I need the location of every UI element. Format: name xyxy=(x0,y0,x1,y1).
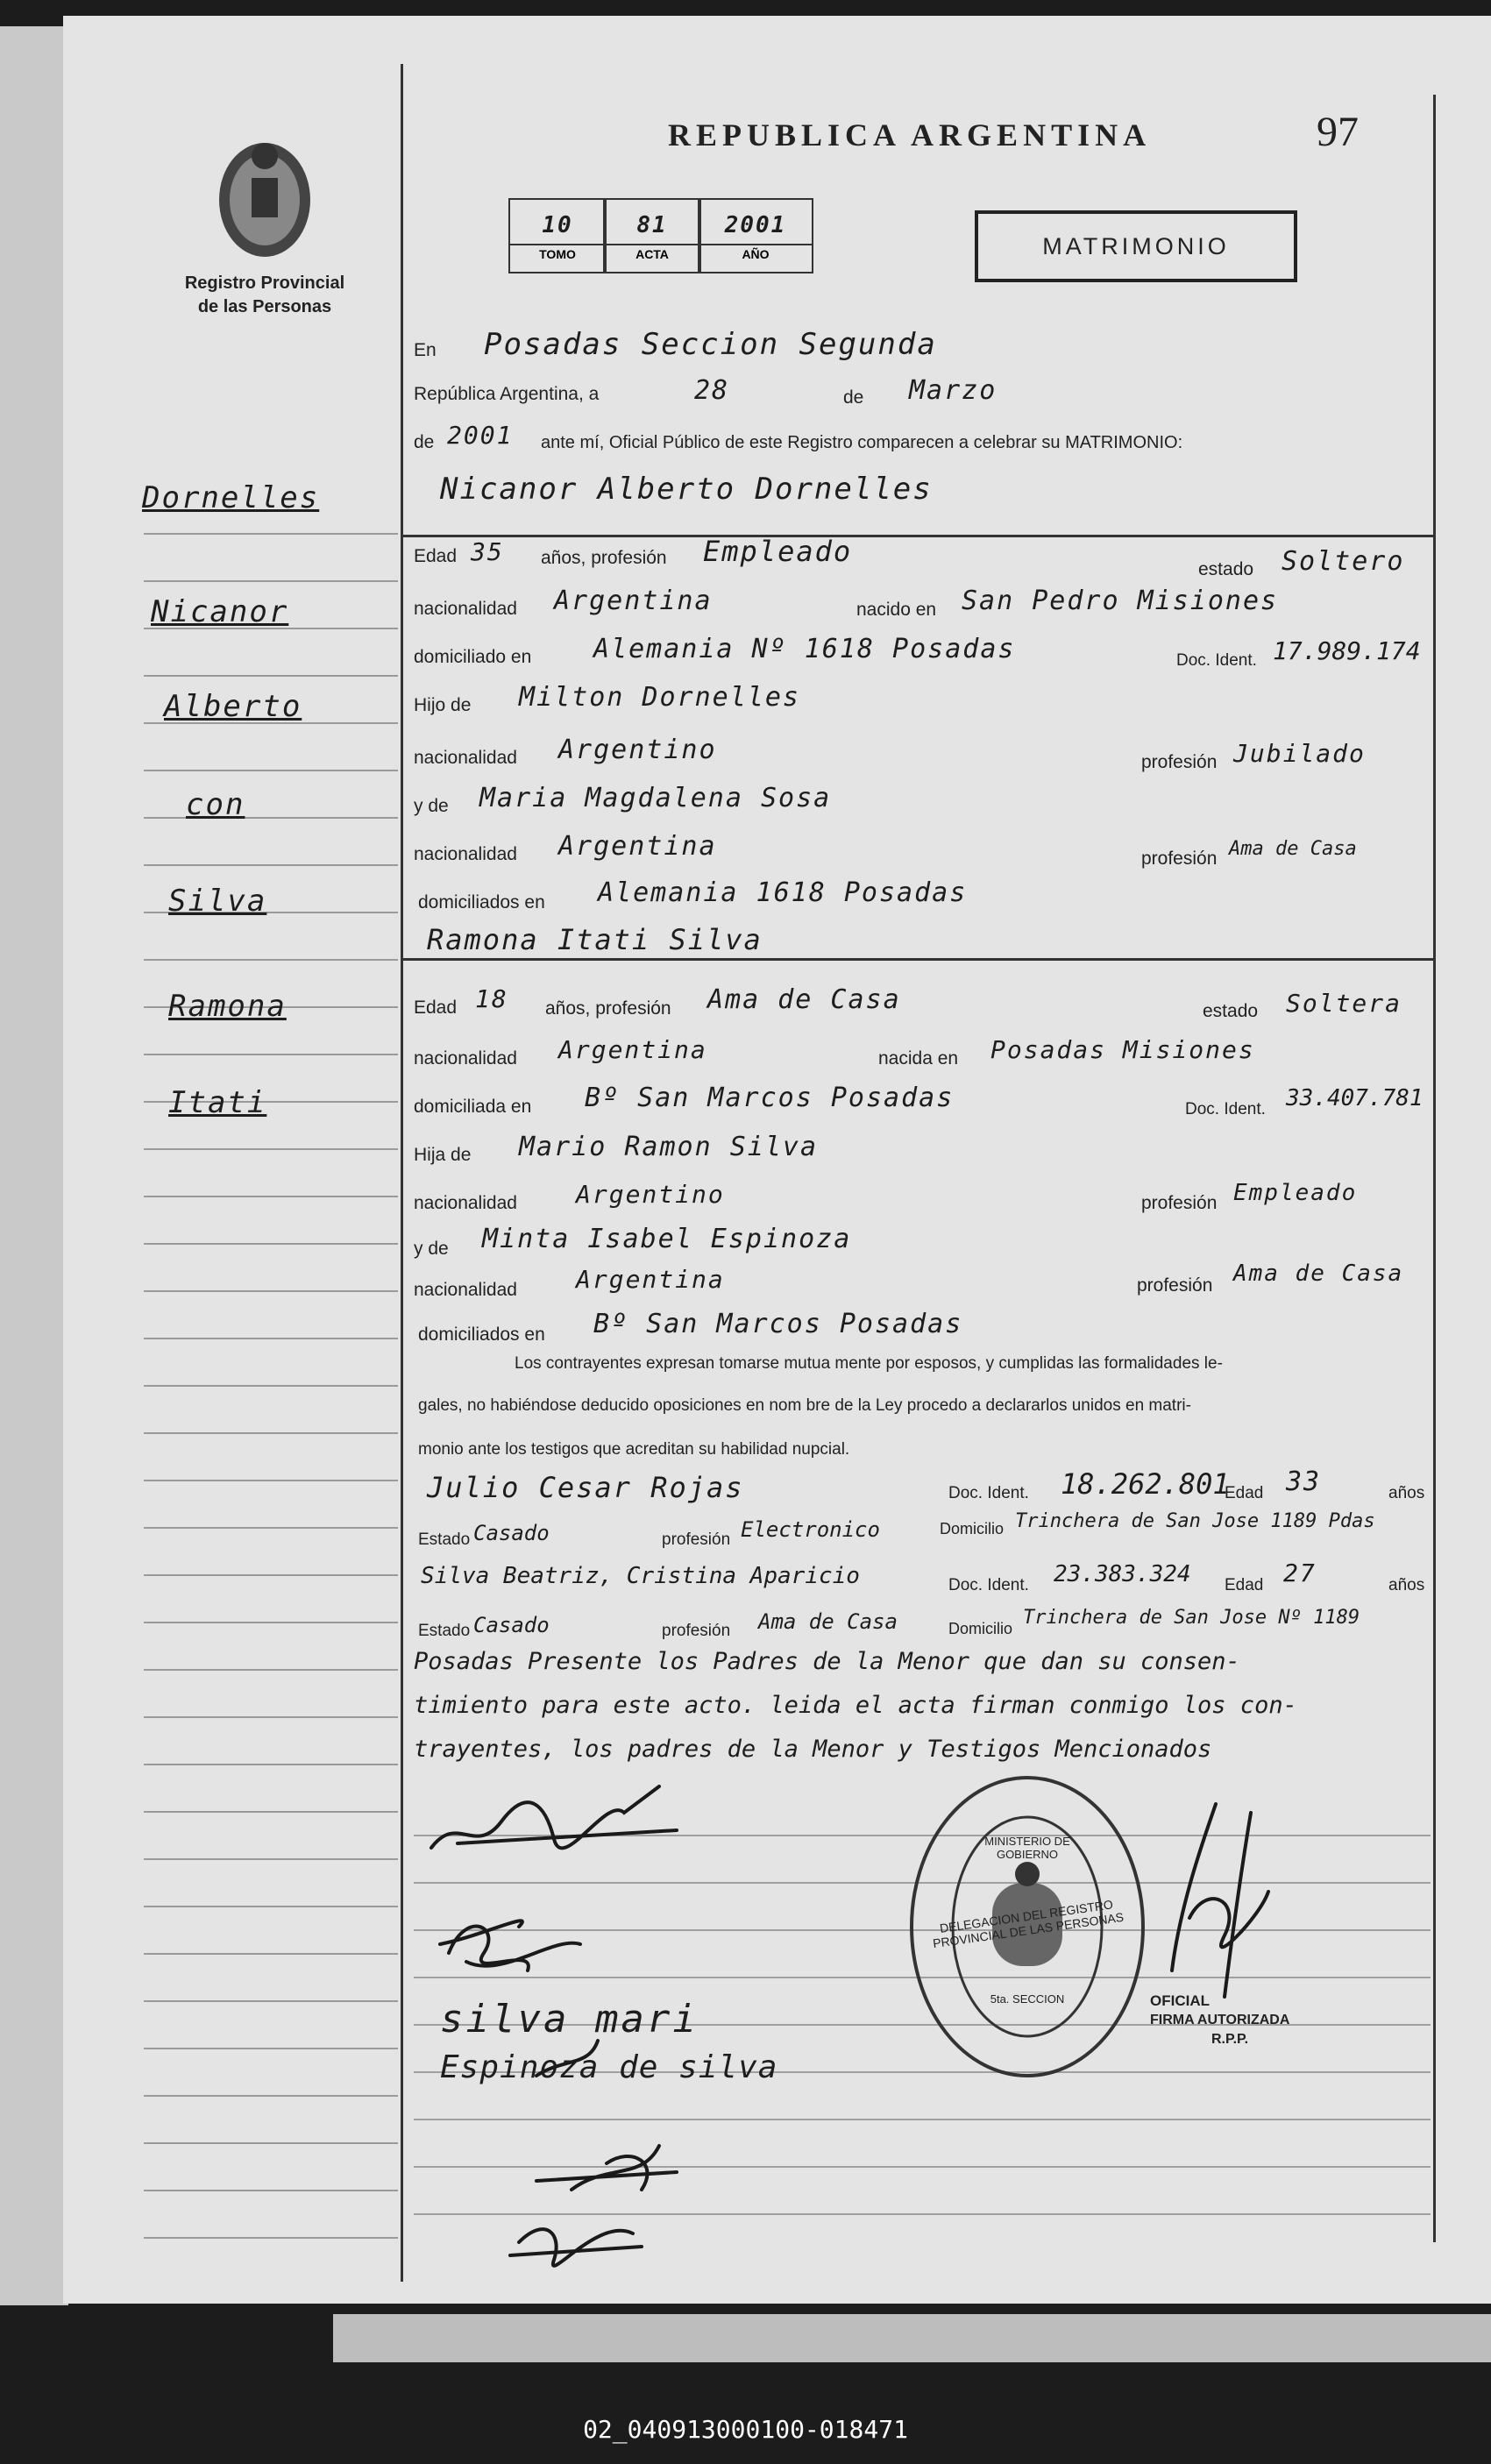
certificate-page xyxy=(63,16,1491,2304)
margin-rule xyxy=(144,2048,398,2049)
en-label: En xyxy=(414,340,437,360)
ano-value: 2001 xyxy=(724,212,787,238)
coat-of-arms-icon xyxy=(212,134,317,266)
margin-rule xyxy=(144,1338,398,1339)
groom-nac-label: nacionalidad xyxy=(414,599,517,619)
official-stamp-1: OFICIAL xyxy=(1150,1992,1210,2009)
margin-rule xyxy=(144,1764,398,1765)
bride-mother-nac: Argentina xyxy=(576,1265,725,1294)
margin-rule xyxy=(144,1669,398,1671)
de-label: de xyxy=(843,387,864,408)
witness2-name: Silva Beatriz, Cristina Aparicio xyxy=(421,1563,860,1589)
republica-label: República Argentina, a xyxy=(414,384,600,404)
groom-profession: Empleado xyxy=(703,535,853,568)
right-border xyxy=(1433,95,1436,2242)
margin-rule xyxy=(144,1054,398,1055)
margin-rule xyxy=(144,1622,398,1623)
groom-nationality: Argentina xyxy=(554,586,713,616)
margin-rule xyxy=(144,533,398,535)
bride-father: Mario Ramon Silva xyxy=(519,1132,819,1162)
witness1-doc: 18.262.801 xyxy=(1061,1467,1230,1501)
page-number: 97 xyxy=(1317,109,1359,155)
note-line-3: trayentes, los padres de la Menor y Testigos Mencionados xyxy=(414,1736,1212,1763)
official-stamp-3: R.P.P. xyxy=(1211,2032,1249,2047)
groom-doc: 17.989.174 xyxy=(1273,636,1421,665)
margin-rule xyxy=(144,2095,398,2097)
witness1-age: 33 xyxy=(1286,1466,1322,1497)
tomo-label: TOMO xyxy=(510,244,605,261)
witness1-doc-label: Doc. Ident. xyxy=(948,1484,1029,1502)
margin-rule xyxy=(144,1432,398,1434)
witness2-address: Trinchera de San Jose Nº 1189 xyxy=(1023,1607,1360,1629)
book-edge xyxy=(333,2314,1491,2362)
margin-rule xyxy=(144,1716,398,1718)
groom-father-nac-label: nacionalidad xyxy=(414,748,517,768)
bride-edad-label: Edad xyxy=(414,998,458,1018)
ano-box xyxy=(698,198,813,273)
groom-parents-address: Alemania 1618 Posadas xyxy=(598,877,968,908)
groom-hijo-label: Hijo de xyxy=(414,695,472,715)
margin-rule xyxy=(144,1858,398,1860)
margin-rule xyxy=(144,1953,398,1955)
country-title: REPUBLICA ARGENTINA xyxy=(668,117,1152,153)
margin-name: con xyxy=(186,787,245,822)
witness2-dom-label: Domicilio xyxy=(948,1620,1013,1637)
witness2-anos-label: años xyxy=(1388,1576,1425,1594)
margin-name: Silva xyxy=(168,884,267,919)
tomo-value: 10 xyxy=(542,212,573,238)
groom-yde-label: y de xyxy=(414,796,449,816)
groom-mother: Maria Magdalena Sosa xyxy=(479,783,832,813)
groom-father-nac: Argentino xyxy=(558,735,717,765)
groom-address: Alemania Nº 1618 Posadas xyxy=(593,634,1016,664)
witness1-prof-label: profesión xyxy=(662,1530,731,1549)
bride-section-divider xyxy=(403,958,1433,961)
groom-edad-label: Edad xyxy=(414,546,458,566)
groom-doc-label: Doc. Ident. xyxy=(1176,651,1257,670)
bride-hija-label: Hija de xyxy=(414,1145,472,1165)
witness2-doc-label: Doc. Ident. xyxy=(948,1576,1029,1594)
seal-inner-text: MINISTERIO DE GOBIERNO xyxy=(984,1835,1070,1861)
groom-age: 35 xyxy=(471,537,504,566)
groom-mother-nac: Argentina xyxy=(558,831,717,862)
bride-nationality: Argentina xyxy=(558,1035,707,1064)
bride-doc: 33.407.781 xyxy=(1286,1085,1424,1111)
bride-profession: Ama de Casa xyxy=(707,984,901,1015)
margin-rule xyxy=(144,959,398,961)
witness1-address: Trinchera de San Jose 1189 Pdas xyxy=(1015,1510,1375,1532)
bride-birthplace: Posadas Misiones xyxy=(990,1035,1255,1064)
groom-estado: Soltero xyxy=(1282,546,1405,577)
margin-rule xyxy=(144,864,398,866)
signature-text-2: Espinoza de silva xyxy=(440,2049,778,2085)
margin-rule xyxy=(144,2142,398,2144)
margin-rule xyxy=(144,770,398,771)
bride-father-nac: Argentino xyxy=(576,1180,725,1209)
margin-rule xyxy=(144,1385,398,1387)
facing-page xyxy=(0,26,68,2305)
official-signature xyxy=(1137,1795,1295,2006)
bride-parents-address: Bº San Marcos Posadas xyxy=(593,1309,963,1339)
doc-type-box: MATRIMONIO xyxy=(975,210,1297,282)
bride-mother-nac-label: nacionalidad xyxy=(414,1280,517,1300)
official-stamp-2: FIRMA AUTORIZADA xyxy=(1150,2013,1290,2027)
groom-mother-nac-label: nacionalidad xyxy=(414,844,517,864)
margin-rule xyxy=(144,2000,398,2002)
margin-rule xyxy=(144,1148,398,1150)
bride-age: 18 xyxy=(475,984,508,1013)
witness2-profession: Ama de Casa xyxy=(758,1609,898,1634)
witness2-doc: 23.383.324 xyxy=(1054,1561,1191,1587)
witness1-name: Julio Cesar Rojas xyxy=(427,1471,744,1504)
bride-prof-label: años, profesión xyxy=(545,998,671,1019)
tomo-box xyxy=(508,198,607,273)
margin-divider xyxy=(401,64,403,2282)
appear-text: ante mí, Oficial Público de este Registro comparecen a celebrar su MATRIMONIO: xyxy=(541,433,1183,452)
groom-nacido-label: nacido en xyxy=(856,600,937,620)
margin-name: Alberto xyxy=(164,689,302,724)
footer-code: 02_040913000100-018471 xyxy=(583,2415,908,2444)
groom-name: Nicanor Alberto Dornelles xyxy=(440,472,933,507)
groom-section-divider xyxy=(403,535,1433,537)
seal-outer-text: DELEGACION DEL REGISTRO PROVINCIAL DE LAS PERSONAS xyxy=(932,1897,1125,1951)
groom-father-prof: Jubilado xyxy=(1233,739,1366,768)
note-line-1: Posadas Presente los Padres de la Menor que dan su consen- xyxy=(414,1648,1240,1675)
statement-line-1: Los contrayentes expresan tomarse mutua mente por esposos, y cumplidas las formalidades le- xyxy=(515,1354,1223,1373)
bride-estado-label: estado xyxy=(1203,1001,1259,1021)
margin-rule xyxy=(144,2190,398,2191)
margin-rule xyxy=(144,1243,398,1245)
bride-name: Ramona Itati Silva xyxy=(427,923,763,956)
bride-address: Bº San Marcos Posadas xyxy=(585,1083,955,1113)
witness1-edad-label: Edad xyxy=(1225,1484,1264,1502)
ano-label: AÑO xyxy=(699,244,812,261)
bride-parents-dom-label: domiciliados en xyxy=(418,1324,545,1345)
groom-mother-prof: Ama de Casa xyxy=(1229,838,1357,860)
margin-rule xyxy=(144,1527,398,1529)
groom-mother-prof-label: profesión xyxy=(1141,849,1218,869)
note-line-2: timiento para este acto. leida el acta firman conmigo los con- xyxy=(414,1692,1297,1719)
bride-estado: Soltera xyxy=(1286,989,1402,1018)
statement-line-3: monio ante los testigos que acreditan su habilidad nupcial. xyxy=(418,1440,850,1459)
registry-name: Registro Provincial de las Personas xyxy=(184,273,345,316)
margin-rule xyxy=(144,1290,398,1292)
margin-rule xyxy=(144,580,398,582)
margin-rule xyxy=(144,1906,398,1907)
acta-box xyxy=(603,198,701,273)
margin-rule xyxy=(144,2237,398,2239)
signature-text-1: silva mari xyxy=(440,1997,699,2041)
margin-rule xyxy=(144,817,398,819)
groom-father: Milton Dornelles xyxy=(519,682,800,713)
witness2-edad-label: Edad xyxy=(1225,1576,1264,1594)
groom-parents-dom-label: domiciliados en xyxy=(418,892,545,912)
witness1-profession: Electronico xyxy=(741,1517,880,1542)
groom-birthplace: San Pedro Misiones xyxy=(962,586,1279,616)
groom-prof-label: años, profesión xyxy=(541,548,667,568)
place-value: Posadas Seccion Segunda xyxy=(484,327,937,362)
witness2-prof-label: profesión xyxy=(662,1622,731,1640)
bride-mother-prof-label: profesión xyxy=(1137,1275,1213,1296)
margin-name: Ramona xyxy=(168,989,287,1024)
day-value: 28 xyxy=(694,375,730,406)
bride-nacida-label: nacida en xyxy=(878,1048,959,1069)
bride-father-nac-label: nacionalidad xyxy=(414,1193,517,1213)
margin-rule xyxy=(144,675,398,677)
bride-dom-label: domiciliada en xyxy=(414,1097,532,1117)
witness1-estado: Casado xyxy=(473,1521,550,1545)
witness1-anos-label: años xyxy=(1388,1484,1425,1502)
margin-rule xyxy=(144,1811,398,1813)
margin-name: Nicanor xyxy=(151,594,289,629)
witness1-estado-label: Estado xyxy=(418,1530,471,1549)
margin-name: Itati xyxy=(168,1085,267,1120)
margin-rule xyxy=(144,1480,398,1481)
bride-yde-label: y de xyxy=(414,1239,449,1259)
bride-father-prof: Empleado xyxy=(1233,1180,1358,1206)
statement-line-2: gales, no habiéndose deducido oposiciones en nom bre de la Ley procedo a declararlos unidos en matri- xyxy=(418,1396,1191,1415)
registry-seal xyxy=(905,1769,1150,2084)
groom-estado-label: estado xyxy=(1198,559,1254,579)
seal-section-text: 5ta. SECCION xyxy=(990,1992,1065,2006)
witness1-dom-label: Domicilio xyxy=(940,1520,1005,1537)
bride-doc-label: Doc. Ident. xyxy=(1185,1100,1266,1118)
year-value: 2001 xyxy=(447,421,514,450)
groom-dom-label: domiciliado en xyxy=(414,647,532,667)
margin-name: Dornelles xyxy=(142,480,320,515)
bride-mother-prof: Ama de Casa xyxy=(1233,1260,1404,1287)
witness2-age: 27 xyxy=(1283,1559,1317,1587)
bride-mother: Minta Isabel Espinoza xyxy=(482,1224,852,1254)
bride-father-prof-label: profesión xyxy=(1141,1193,1218,1213)
groom-father-prof-label: profesión xyxy=(1141,752,1218,772)
margin-rule xyxy=(144,1196,398,1197)
witness2-estado: Casado xyxy=(473,1613,550,1637)
witness2-estado-label: Estado xyxy=(418,1622,471,1640)
month-value: Marzo xyxy=(909,375,998,406)
bride-nac-label: nacionalidad xyxy=(414,1048,517,1069)
acta-label: ACTA xyxy=(605,244,699,261)
acta-value: 81 xyxy=(636,212,668,238)
de2-label: de xyxy=(414,432,435,452)
margin-rule xyxy=(144,1574,398,1576)
